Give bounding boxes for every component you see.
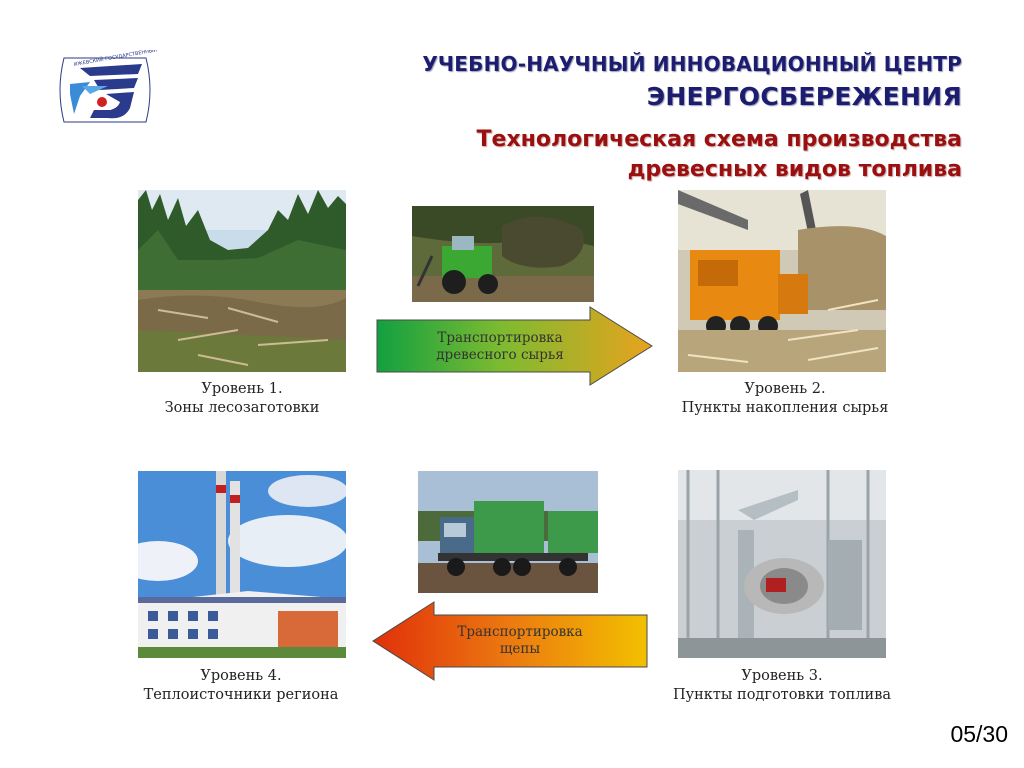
arrow-top-label — [410, 330, 590, 364]
chip-truck-photo — [418, 471, 598, 593]
arrow-top-label-line-1: Транспортировка — [437, 330, 563, 346]
level-4-caption — [125, 667, 357, 705]
arrow-bottom-label — [440, 624, 600, 658]
level-4-title: Уровень 4. — [200, 668, 282, 684]
forest-clearing-photo — [138, 190, 346, 372]
level-2-caption — [660, 380, 910, 418]
header-line-2: ЭНЕРГОСБЕРЕЖЕНИЯ — [646, 82, 962, 111]
university-logo — [50, 50, 162, 130]
forwarder-tractor-photo — [412, 206, 594, 302]
header-line-1: УЧЕБНО-НАУЧНЫЙ ИННОВАЦИОННЫЙ ЦЕНТР — [422, 52, 962, 76]
page-number: 05/30 — [950, 721, 1008, 747]
level-1-title: Уровень 1. — [201, 381, 283, 397]
level-1-desc: Зоны лесозаготовки — [164, 400, 320, 416]
level-2-desc: Пункты накопления сырья — [681, 400, 889, 416]
wood-chipper-photo — [678, 190, 886, 372]
arrow-bottom-label-line-2: щепы — [499, 641, 541, 657]
level-3-caption — [652, 667, 912, 705]
level-2-title: Уровень 2. — [744, 381, 826, 397]
subtitle-line-2: древесных видов топлива — [627, 157, 962, 182]
fuel-plant-photo — [678, 470, 886, 658]
level-3-desc: Пункты подготовки топлива — [672, 687, 892, 703]
level-3-title: Уровень 3. — [741, 668, 823, 684]
boiler-house-photo — [138, 471, 346, 658]
level-1-caption — [140, 380, 344, 418]
subtitle-line-1: Технологическая схема производства — [476, 127, 962, 152]
arrow-bottom-label-line-1: Транспортировка — [457, 624, 583, 640]
arrow-top-label-line-2: древесного сырья — [436, 347, 564, 363]
level-4-desc: Теплоисточники региона — [143, 687, 339, 703]
svg-text:ИЖЕВСКИЙ ГОСУДАРСТВЕННЫЙ: ИЖЕВСКИЙ ГОСУДАРСТВЕННЫЙ — [73, 50, 158, 68]
